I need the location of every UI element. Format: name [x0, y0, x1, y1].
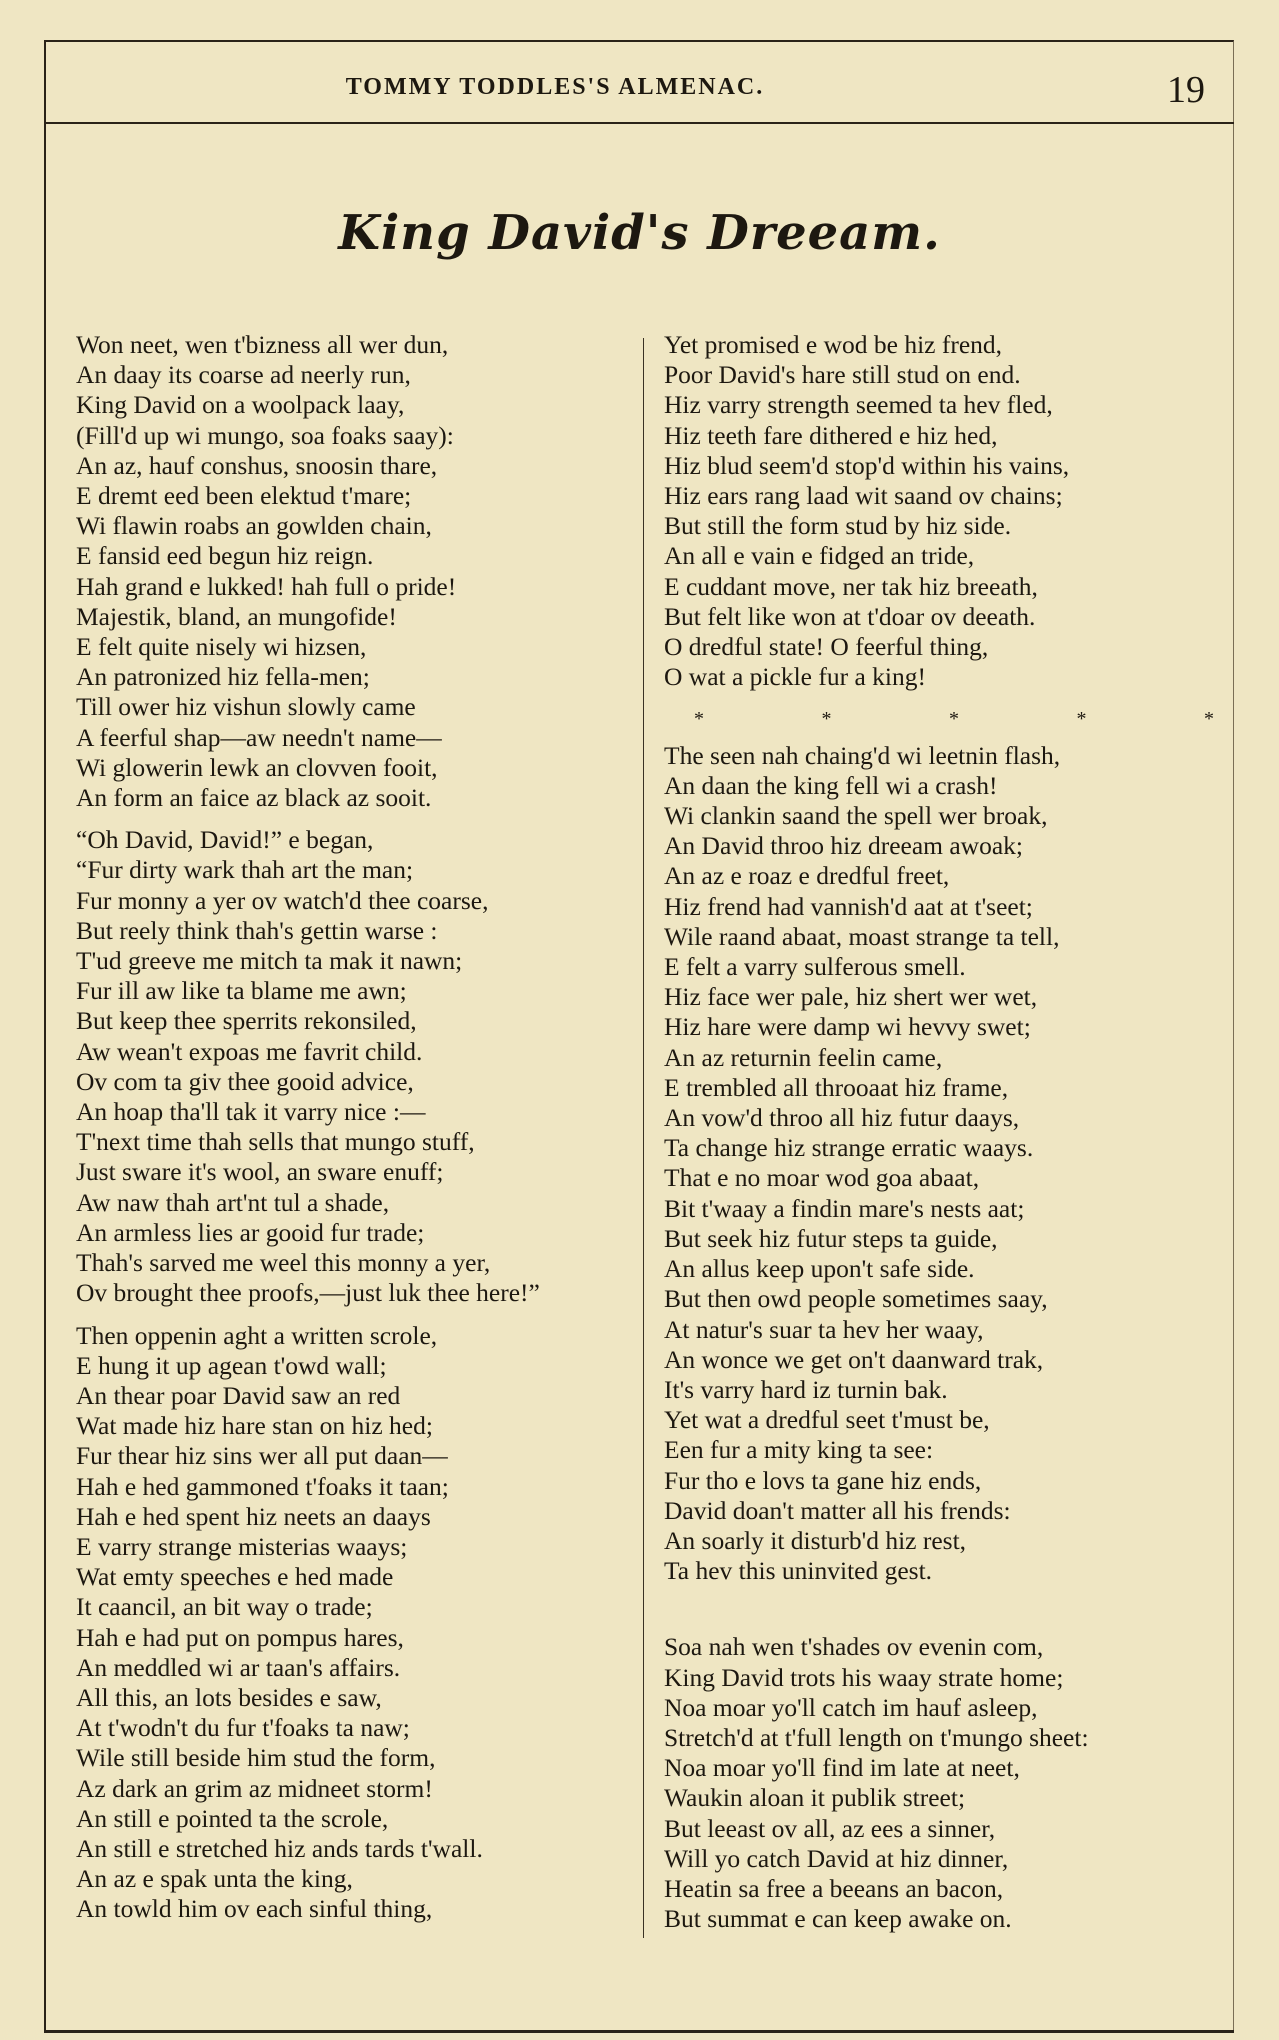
verse-line: At natur's suar ta hev her waay, — [664, 1314, 984, 1344]
verse-line: Till ower hiz vishun slowly came — [76, 692, 416, 722]
verse-line: It's varry hard iz turnin bak. — [664, 1374, 948, 1404]
bottom-rule — [44, 2030, 1234, 2033]
verse-line: Wi flawin roabs an gowlden chain, — [76, 511, 432, 541]
verse-line: An David throo hiz dreeam awoak; — [664, 831, 1024, 861]
verse-line: E cuddant move, ner tak hiz breeath, — [664, 571, 1038, 601]
verse-line: An still e pointed ta the scrole, — [76, 1803, 389, 1833]
verse-line: An soarly it disturb'd hiz rest, — [664, 1525, 967, 1555]
verse-line: Will yo catch David at hiz dinner, — [664, 1843, 1009, 1873]
verse-line: Az dark an grim az midneet storm! — [76, 1773, 433, 1803]
verse-line: Wi clankin saand the spell wer broak, — [664, 801, 1048, 831]
verse-line: An az e spak unta the king, — [76, 1864, 353, 1894]
verse-line: Fur thear hiz sins wer all put daan— — [76, 1441, 448, 1471]
verse-line: Just sware it's wool, an sware enuff; — [76, 1157, 444, 1187]
page-number: 19 — [1167, 69, 1205, 111]
verse-line: Ta change hiz strange erratic waays. — [664, 1133, 1034, 1163]
verse-line: But summat e can keep awake on. — [664, 1904, 1012, 1934]
verse-line: Fur tho e lovs ta gane hiz ends, — [664, 1465, 982, 1495]
verse-line: Hiz varry strength seemed ta hev fled, — [664, 390, 1053, 420]
verse-line: Noa moar yo'll find im late at neet, — [664, 1753, 1020, 1783]
verse-line: Aw naw thah art'nt tul a shade, — [76, 1187, 390, 1217]
verse-line: Thah's sarved me weel this monny a yer, — [76, 1248, 491, 1278]
star-ornament: * — [1076, 708, 1087, 731]
star-ornament: * — [1204, 708, 1214, 731]
verse-line: An all e vain e fidged an tride, — [664, 541, 975, 571]
verse-line: Een fur a mity king ta see: — [664, 1435, 934, 1465]
verse-line: An armless lies ar gooid fur trade; — [76, 1217, 425, 1247]
verse-line: Hiz hare were damp wi hevvy swet; — [664, 1012, 1031, 1042]
verse-line: Hah e hed gammoned t'foaks it taan; — [76, 1471, 449, 1501]
stanza — [76, 825, 636, 1308]
verse-line: Ov com ta giv thee gooid advice, — [76, 1066, 414, 1096]
verse-line: Fur monny a yer ov watch'd thee coarse, — [76, 885, 489, 915]
verse-line: Stretch'd at t'full length on t'mungo sheet: — [664, 1722, 1089, 1752]
verse-line: Then oppenin aght a written scrole, — [76, 1320, 438, 1350]
verse-line: Hiz frend had vannish'd aat at t'seet; — [664, 891, 1033, 921]
verse-line: Wile still beside him stud the form, — [76, 1743, 436, 1773]
verse-line: An az e roaz e dredful freet, — [664, 861, 950, 891]
verse-line: All this, an lots besides e saw, — [76, 1682, 382, 1712]
verse-line: It caancil, an bit way o trade; — [76, 1592, 373, 1622]
verse-line: E dremt eed been elektud t'mare; — [76, 481, 412, 511]
verse-line: Aw wean't expoas me favrit child. — [76, 1036, 423, 1066]
verse-line: T'ud greeve me mitch ta mak it nawn; — [76, 946, 463, 976]
verse-line: Wile raand abaat, moast strange ta tell, — [664, 921, 1060, 951]
verse-line: An daay its coarse ad neerly run, — [76, 360, 411, 390]
verse-line: Hiz ears rang laad wit saand ov chains; — [664, 481, 1063, 511]
verse-line: An patronized hiz fella-men; — [76, 662, 370, 692]
star-ornament: * — [821, 708, 832, 731]
verse-line: An wonce we get on't daanward trak, — [664, 1344, 1044, 1374]
verse-line: An az, hauf conshus, snoosin thare, — [76, 450, 438, 480]
verse-line: King David trots his waay strate home; — [664, 1662, 1064, 1692]
verse-line: But reely think thah's gettin warse : — [76, 915, 438, 945]
running-title: TOMMY TODDLES'S ALMENAC. — [345, 74, 765, 100]
verse-line: Hiz teeth fare dithered e hiz hed, — [664, 420, 998, 450]
verse-line: An form an faice az black az sooit. — [76, 783, 432, 813]
stanza — [76, 330, 636, 813]
verse-line: Poor David's hare still stud on end. — [664, 360, 1021, 390]
verse-line: Hah e hed spent hiz neets an daays — [76, 1501, 431, 1531]
verse-line: An vow'd throo all hiz futur daays, — [664, 1103, 1020, 1133]
verse-line: An daan the king fell wi a crash! — [664, 770, 998, 800]
verse-line: An az returnin feelin came, — [664, 1042, 943, 1072]
verse-line: Waukin aloan it publik street; — [664, 1783, 966, 1813]
verse-line: But still the form stud by hiz side. — [664, 511, 1012, 541]
verse-line: Wi glowerin lewk an clovven fooit, — [76, 752, 438, 782]
verse-line: But keep thee sperrits rekonsiled, — [76, 1006, 417, 1036]
verse-line: E hung it up agean t'owd wall; — [76, 1350, 387, 1380]
verse-line: Bit t'waay a findin mare's nests aat; — [664, 1193, 1025, 1223]
verse-line: An hoap tha'll tak it varry nice :— — [76, 1097, 426, 1127]
verse-line: Fur ill aw like ta blame me awn; — [76, 976, 407, 1006]
verse-line: An still e stretched hiz ands tards t'wall. — [76, 1833, 483, 1863]
running-head — [0, 70, 1279, 110]
verse-line: Majestik, bland, an mungofide! — [76, 601, 397, 631]
verse-line: Heatin sa free a beeans an bacon, — [664, 1873, 1004, 1903]
verse-line: The seen nah chaing'd wi leetnin flash, — [664, 740, 1061, 770]
verse-line: Ta hev this uninvited gest. — [664, 1556, 933, 1586]
star-ornament: * — [949, 708, 959, 731]
verse-line: Yet promised e wod be hiz frend, — [664, 330, 1003, 359]
verse-line: E fansid eed begun hiz reign. — [76, 541, 374, 571]
verse-line: An allus keep upon't safe side. — [664, 1254, 975, 1284]
verse-line: Ov brought thee proofs,—just luk thee here!” — [76, 1278, 540, 1308]
verse-line: A feerful shap—aw needn't name— — [76, 722, 442, 752]
verse-line: An towld him ov each sinful thing, — [76, 1894, 433, 1924]
verse-line: “Oh David, David!” e began, — [76, 825, 374, 855]
verse-line: But then owd people sometimes saay, — [664, 1284, 1048, 1314]
verse-line: E varry strange misterias waays; — [76, 1531, 408, 1561]
column-divider — [643, 338, 644, 1938]
verse-line: But felt like won at t'doar ov deeath. — [664, 601, 1036, 631]
verse-line: E felt quite nisely wi hizsen, — [76, 632, 367, 662]
verse-line: Hiz face wer pale, hiz shert wer wet, — [664, 982, 1038, 1012]
verse-line: (Fill'd up wi mungo, soa foaks saay): — [76, 420, 454, 450]
verse-line: Won neet, wen t'bizness all wer dun, — [76, 330, 449, 359]
verse-line: Soa nah wen t'shades ov evenin com, — [664, 1632, 1044, 1662]
left-column — [76, 330, 636, 1937]
verse-line: That e no moar wod goa abaat, — [664, 1163, 980, 1193]
stanza — [76, 1321, 636, 1925]
verse-line: “Fur dirty wark thah art the man; — [76, 855, 414, 885]
stanza-gap — [664, 1598, 1224, 1632]
header-rule — [44, 122, 1234, 124]
verse-line: O dredful state! O feerful thing, — [664, 632, 989, 662]
stanza — [664, 1632, 1224, 1934]
verse-line: David doan't matter all his frends: — [664, 1495, 1011, 1525]
verse-line: Yet wat a dredful seet t'must be, — [664, 1405, 990, 1435]
stanza — [664, 741, 1224, 1587]
verse-line: Hah e had put on pompus hares, — [76, 1622, 404, 1652]
verse-line: Wat made hiz hare stan on hiz hed; — [76, 1411, 433, 1441]
section-break-stars — [664, 704, 1224, 734]
verse-line: At t'wodn't du fur t'foaks ta naw; — [76, 1713, 410, 1743]
verse-line: An thear poar David saw an red — [76, 1380, 401, 1410]
verse-line: But leeast ov all, az ees a sinner, — [664, 1813, 996, 1843]
poem-title: King David's Dreeam. — [338, 205, 941, 261]
verse-line: But seek hiz futur steps ta guide, — [664, 1223, 998, 1253]
verse-line: E felt a varry sulferous smell. — [664, 952, 966, 982]
verse-line: Hah grand e lukked! hah full o pride! — [76, 571, 457, 601]
verse-line: O wat a pickle fur a king! — [664, 662, 926, 692]
verse-line: King David on a woolpack laay, — [76, 390, 405, 420]
right-column — [664, 330, 1224, 1946]
stanza — [664, 330, 1224, 692]
verse-line: E trembled all throoaat hiz frame, — [664, 1072, 1009, 1102]
verse-line: T'next time thah sells that mungo stuff, — [76, 1127, 475, 1157]
verse-line: Noa moar yo'll catch im hauf asleep, — [664, 1692, 1038, 1722]
star-ornament: * — [694, 708, 704, 731]
verse-line: Hiz blud seem'd stop'd within his vains, — [664, 450, 1070, 480]
verse-line: Wat emty speeches e hed made — [76, 1562, 394, 1592]
verse-line: An meddled wi ar taan's affairs. — [76, 1652, 401, 1682]
